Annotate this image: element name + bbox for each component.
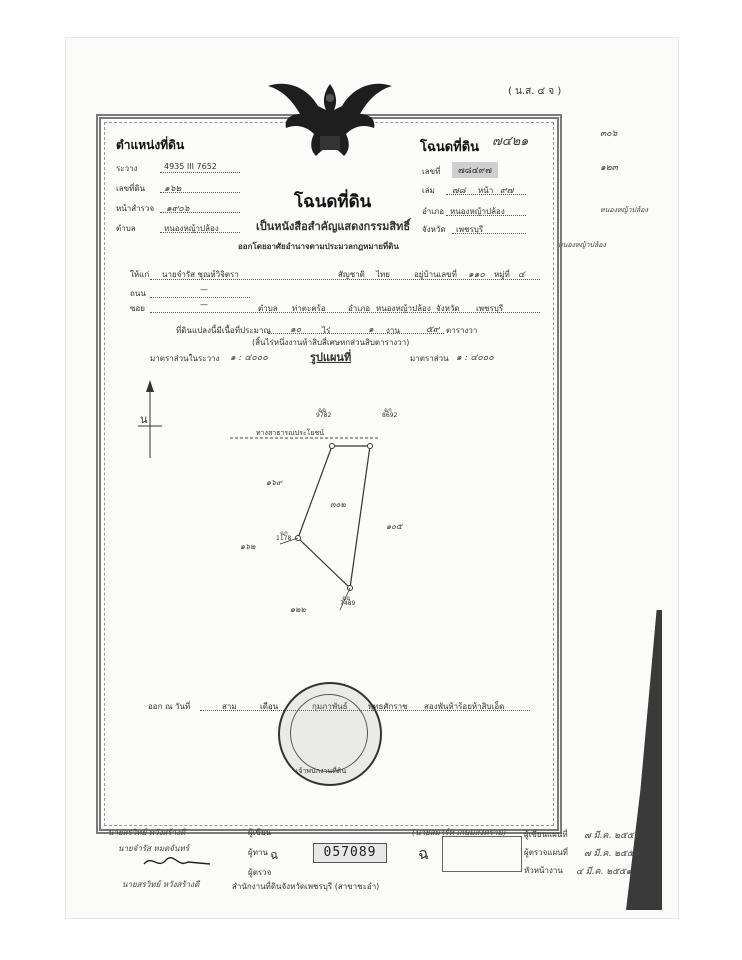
right-date-3: ๔ มี.ค. ๒๕๕๑ <box>576 867 632 877</box>
right-date-2: ๗ มี.ค. ๒๕๕๑ <box>584 849 640 859</box>
field-province-label: จังหวัด <box>422 225 446 234</box>
office-name: สำนักงานที่ดินจังหวัดเพชรบุรี (สาขาชะอำ) <box>232 882 380 891</box>
neighbor-3: ๑๐๕ <box>386 522 403 531</box>
field-page-label: หน้า <box>478 186 494 195</box>
point-1-num: 9782 <box>316 412 332 419</box>
field-tambon-value: หนองหญ้าปล้อง <box>164 224 219 233</box>
issue-day: สาม <box>222 702 237 711</box>
area-text: ที่ดินแปลงนี้มีเนื้อที่ประมาณ <box>176 326 271 335</box>
issue-year: สองพันห้าร้อยห้าสิบเอ็ด <box>424 702 505 711</box>
date-stamp-box <box>442 836 522 872</box>
map-title: รูปแผนที่ <box>310 351 352 364</box>
right-role-2: ผู้ตรวจแผนที่ <box>524 848 568 857</box>
issue-prefix: ออก ณ วันที่ <box>148 702 191 711</box>
serial-number: 057089 <box>313 843 387 863</box>
right-role-3: หัวหน้างาน <box>524 866 563 875</box>
signature-left <box>140 850 220 872</box>
amphoe-value: หนองหญ้าปล้อง <box>376 304 431 313</box>
soi-label: ซอย <box>130 304 145 313</box>
field-book-value: ๗๘ <box>452 186 466 196</box>
road-public-label: ทางสาธารณประโยชน์ <box>256 429 324 437</box>
subtitle: เป็นหนังสือสำคัญแสดงกรรมสิทธิ์ <box>256 220 411 233</box>
field-deed-no-value: ๗๘๔๙๗ <box>452 162 498 178</box>
official-seal-ring <box>290 694 368 772</box>
field-amphoe-label: อำเภอ <box>422 207 445 216</box>
north-label: น <box>140 413 148 426</box>
official-left-caption: นายสรวิทย์ หวังสร้างดี <box>122 880 200 889</box>
field-book-label: เล่ม <box>422 186 435 195</box>
right-big-mark: ฉ <box>418 844 429 863</box>
neighbor-5: ๑๖๒ <box>240 542 256 551</box>
area-rai-label: ไร่ <box>322 326 331 335</box>
area-wa: ๕๙ <box>426 325 440 335</box>
field-rawang-value: 4935 III 7652 <box>164 162 217 171</box>
area-note: (สิ้นไร่หนึ่งงานห้าสิบสี่เศษหกส่วนสิบตารางวา) <box>252 338 410 347</box>
scale-right-value: ๑ : ๔๐๐๐ <box>456 353 494 363</box>
scale-right-label: มาตราส่วน <box>410 354 449 363</box>
point-2-num: 8692 <box>382 412 398 419</box>
scale-left-value: ๑ : ๔๐๐๐ <box>230 353 268 363</box>
neighbor-1: ๑๖๙ <box>266 478 283 487</box>
neighbor-4: ๑๒๒ <box>290 605 306 614</box>
role-reviewer: ผู้ทาน <box>248 848 268 857</box>
main-title: โฉนดที่ดิน <box>294 192 372 212</box>
role-writer: ผู้เขียน <box>248 828 272 837</box>
deed-title: โฉนดที่ดิน <box>420 140 480 155</box>
area-wa-label: ตารางวา <box>446 326 478 335</box>
field-province-value: เพชรบุรี <box>456 225 484 234</box>
field-rawang-label: ระวาง <box>116 164 138 173</box>
area-ngan: ๑ <box>368 325 374 335</box>
margin-note-2: ๑๒๓ <box>600 163 618 173</box>
point-3-num: 1178 <box>276 535 292 542</box>
parcel-map <box>130 378 470 628</box>
field-deed-no-label: เลขที่ <box>422 167 441 176</box>
area-rai: ๑๐ <box>290 325 302 335</box>
serial-prefix: ฉ <box>270 848 279 862</box>
field-land-no-value: ๑๖๒ <box>164 184 182 194</box>
moo-value: ๔ <box>518 270 525 280</box>
official-left-1: นายสรวิทย์ หวังสร้างดี <box>108 828 186 837</box>
road-label: ถนน <box>130 289 146 298</box>
field-survey-label: หน้าสำรวจ <box>116 204 155 213</box>
nationality-value: ไทย <box>376 270 390 279</box>
owner-prefix: ให้แก่ <box>130 270 150 279</box>
field-amphoe-value: หนองหญ้าปล้อง <box>450 207 505 216</box>
seal-caption: เจ้าพนักงานที่ดิน <box>296 767 347 775</box>
soi-value: — <box>200 300 208 309</box>
right-signature: (นายสมาร์ท เกษมสงคราม) <box>412 828 506 837</box>
road-value: — <box>200 285 208 294</box>
form-code: ( น.ส. ๔ จ ) <box>508 86 562 97</box>
margin-note-3: หนองหญ้าปล้อง <box>600 206 648 214</box>
issue-year-label: พุทธศักราช <box>368 702 408 711</box>
tambon-value: ท่าตะคร้อ <box>292 304 326 313</box>
scale-left-label: มาตราส่วนในระวาง <box>150 354 220 363</box>
field-land-no-label: เลขที่ดิน <box>116 184 146 193</box>
location-title: ตำแหน่งที่ดิน <box>116 138 185 152</box>
issuer-line: ออกโดยอาศัยอำนาจตามประมวลกฎหมายที่ดิน <box>238 242 399 251</box>
tambon-label: ตำบล <box>258 304 278 313</box>
point-4-num: 7489 <box>340 600 356 607</box>
nationality-label: สัญชาติ <box>338 270 365 279</box>
margin-note-1: ๓๐๖ <box>600 129 618 139</box>
house-no: ๑๑๐ <box>468 270 485 280</box>
point-1-code: ฉฉ <box>318 407 327 414</box>
garuda-emblem <box>266 76 394 166</box>
issue-month-label: เดือน <box>260 702 279 711</box>
right-role-1: ผู้เขียนแผนที่ <box>524 830 568 839</box>
field-page-value: ๙๗ <box>500 186 514 196</box>
point-3-code: ฉก <box>280 530 288 537</box>
amphoe-label: อำเภอ <box>348 304 371 313</box>
point-4-code: ฉฉ <box>342 595 351 602</box>
area-ngan-label: งาน <box>386 326 400 335</box>
deed-no-handwritten: ๗๔๒๑ <box>492 134 529 149</box>
right-date-1: ๗ มี.ค. ๒๕๕๑ <box>584 831 640 841</box>
moo-label: หมู่ที่ <box>494 270 510 279</box>
field-survey-value: ๑๙๐๖ <box>166 204 190 214</box>
address-label: อยู่บ้านเลขที่ <box>414 270 457 279</box>
province-value: เพชรบุรี <box>476 304 504 313</box>
point-2-code: ฉก <box>384 407 392 414</box>
field-tambon-label: ตำบล <box>116 224 136 233</box>
official-left-2: นายจำรัส หมดจันทร์ <box>118 844 190 853</box>
margin-note-4: หนองหญ้าปล้อง <box>558 241 606 249</box>
role-checker: ผู้ตรวจ <box>248 868 272 877</box>
owner-name: นายจำรัส ชุณห์วิจิตรา <box>162 270 239 279</box>
province-label: จังหวัด <box>436 304 460 313</box>
issue-month: กุมภาพันธ์ <box>312 702 348 711</box>
neighbor-2: ๓๐๒ <box>330 500 346 509</box>
